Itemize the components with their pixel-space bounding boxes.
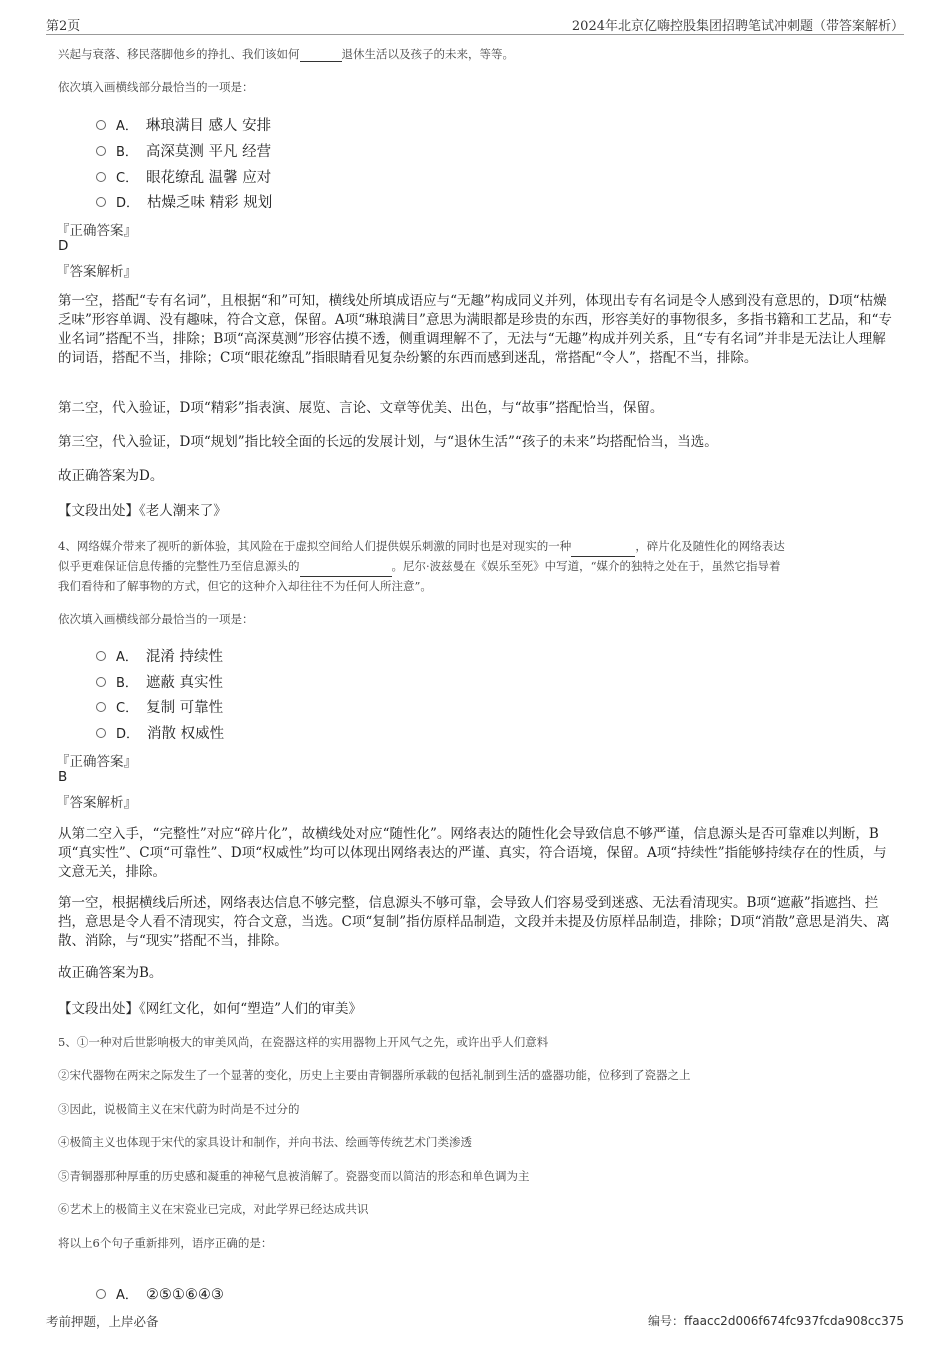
radio-icon[interactable] — [96, 728, 106, 738]
document-title: 2024年北京亿嗨控股集团招聘笔试冲刺题（带答案解析） — [571, 19, 904, 34]
q3-prompt: 依次填入画横线部分最恰当的一项是： — [58, 80, 254, 94]
radio-icon[interactable] — [96, 146, 106, 156]
radio-icon[interactable] — [96, 651, 106, 661]
radio-icon[interactable] — [96, 677, 106, 687]
q3-option-a[interactable]: A． 琳琅满目 感人 安排 — [96, 114, 271, 135]
radio-icon[interactable] — [96, 702, 106, 712]
q3-option-d[interactable]: D． 枯燥乏味 精彩 规划 — [96, 191, 272, 212]
page-footer — [46, 1312, 904, 1330]
q5-option-a[interactable]: A． ②⑤①⑥④③ — [96, 1284, 224, 1303]
q4-option-d[interactable]: D． 消散 权威性 — [96, 722, 224, 743]
radio-icon[interactable] — [96, 120, 106, 130]
q3-analysis-p2: 第二空，代入验证，D项“精彩”指表演、展览、言论、文章等优美、出色，与“故事”搭配恰当，保留。 — [58, 400, 664, 416]
q3-source: 【文段出处】《老人潮来了》 — [58, 503, 227, 519]
radio-icon[interactable] — [96, 172, 106, 182]
q4-prompt: 依次填入画横线部分最恰当的一项是： — [58, 612, 254, 626]
q5-sentence-1: 5、①一种对后世影响极大的审美风尚，在瓷器这样的实用器物上开风气之先，或许出乎人们意料 — [58, 1035, 549, 1049]
blank — [571, 536, 635, 557]
q4-analysis-p3: 故正确答案为B。 — [58, 965, 163, 981]
q5-sentence-4: ④极简主义也体现于宋代的家具设计和制作，并向书法、绘画等传统艺术门类渗透 — [58, 1135, 472, 1149]
q3-analysis-label: 『答案解析』 — [56, 264, 137, 280]
q3-option-c[interactable]: C． 眼花缭乱 温馨 应对 — [96, 166, 271, 187]
q3-option-b[interactable]: B． 高深莫测 平凡 经营 — [96, 140, 271, 161]
q3-analysis-p1: 第一空，搭配“专有名词”，且根据“和”可知，横线处所填成语应与“无趣”构成同义并列，体现出专有名词是令人感到没有意思的，D项“枯燥乏味”形容单调、没有趣味，符合文意，保留。A项“琳琅满目”意思为满眼都是珍贵的东西，形容美好的事物很多，多指书籍和工艺品，和“专业名词”搭配不当，排除；B项“高深莫测”形容估摸不透，侧重调理解不了，无法与“无趣”构成并列关系，且“专有名词”并非是无法让人理解的词语，搭配不当，排除；C项“眼花缭乱”指眼睛看见复杂纷繁的东西而感到迷乱，常搭配“令人”，搭配不当，排除。 — [58, 293, 892, 366]
q4-analysis-p2: 第一空，根据横线后所述，网络表达信息不够完整，信息源头不够可靠，会导致人们容易受到迷惑、无法看清现实。B项“遮蔽”指遮挡、拦挡，意思是令人看不清现实，符合文意，当选。C项“复制”指仿原样品制造，文段并未提及仿原样品制造，排除；D项“消散”意思是消失、离散、消除，与“现实”搭配不当，排除。 — [58, 895, 890, 949]
blank — [300, 47, 342, 62]
q4-answer-label: 『正确答案』 — [56, 754, 137, 770]
q3-answer: D — [58, 238, 69, 254]
document-id: 编号：ffaacc2d006f674fc937fcda908cc375 — [648, 1314, 904, 1328]
q4-stem-line3: 我们看待和了解事物的方式，但它的这种介入却往往不为任何人所注意”。 — [58, 579, 432, 593]
page-number: 第2页 — [46, 19, 81, 34]
q3-analysis-p4: 故正确答案为D。 — [58, 468, 164, 484]
q3-analysis-p3: 第三空，代入验证，D项“规划”指比较全面的长远的发展计划，与“退休生活”“孩子的未来”均搭配恰当，当选。 — [58, 434, 718, 450]
q4-option-a[interactable]: A． 混淆 持续性 — [96, 645, 223, 666]
blank — [300, 556, 392, 577]
radio-icon[interactable] — [96, 197, 106, 207]
q5-sentence-2: ②宋代器物在两宋之际发生了一个显著的变化，历史上主要由青铜器所承载的包括礼制到生活的盛器功能，位移到了瓷器之上 — [58, 1068, 691, 1082]
q4-answer: B — [58, 769, 68, 785]
footer-slogan: 考前押题，上岸必备 — [46, 1314, 159, 1329]
page-header — [46, 14, 904, 35]
q4-stem-line1: 4、网络媒介带来了视听的新体验，其风险在于虚拟空间给人们提供娱乐刺激的同时也是对现实的一种 ，碎片化及随性化的网络表达 — [58, 536, 785, 557]
q5-sentence-5: ⑤青铜器那种厚重的历史感和凝重的神秘气息被消解了。瓷器变而以简洁的形态和单色调为主 — [58, 1169, 530, 1183]
q4-stem-line2: 似乎更难保证信息传播的完整性乃至信息源头的 。尼尔·波兹曼在《娱乐至死》中写道，“媒介的独特之处在于，虽然它指导着 — [58, 556, 781, 577]
q4-analysis-p1: 从第二空入手，“完整性”对应“碎片化”，故横线处对应“随性化”。网络表达的随性化会导致信息不够严谨，信息源头是否可靠难以判断，B项“真实性”、C项“可靠性”、D项“权威性”均可以体现出网络表达的严谨、真实，符合语境，保留。A项“持续性”指能够持续存在的性质，与文意无关，排除。 — [58, 826, 887, 880]
q4-analysis-label: 『答案解析』 — [56, 795, 137, 811]
q4-option-b[interactable]: B． 遮蔽 真实性 — [96, 671, 223, 692]
q4-source: 【文段出处】《网红文化，如何“塑造”人们的审美》 — [58, 1001, 363, 1017]
q5-sentence-6: ⑥艺术上的极简主义在宋瓷业已完成，对此学界已经达成共识 — [58, 1202, 369, 1216]
q3-answer-label: 『正确答案』 — [56, 223, 137, 239]
q4-option-c[interactable]: C． 复制 可靠性 — [96, 696, 223, 717]
radio-icon[interactable] — [96, 1289, 106, 1299]
q5-prompt: 将以上6个句子重新排列，语序正确的是： — [58, 1236, 273, 1250]
q5-sentence-3: ③因此，说极简主义在宋代蔚为时尚是不过分的 — [58, 1102, 300, 1116]
q3-stem-tail: 兴起与衰落、移民落脚他乡的挣扎、我们该如何 退休生活以及孩子的未来，等等。 — [58, 47, 514, 61]
